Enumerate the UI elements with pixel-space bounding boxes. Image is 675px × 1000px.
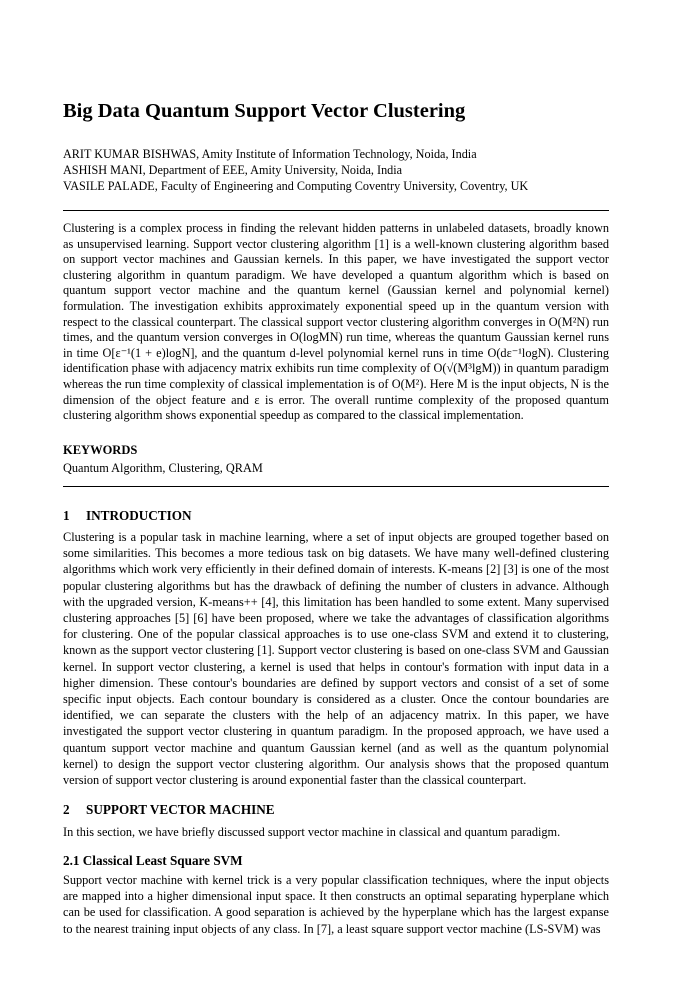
introduction-paragraph: Clustering is a popular task in machine learning, where a set of input objects are grouped together based on some similarities. This becomes a more tedious task on big datasets. We have many well-defined clustering algorithms which work very efficiently in their defined domain of interests. K-means [2] [3] is one of the most popular clustering algorithms but has the drawback of defining the number of clusters in advance. Although with the upgraded version, K-means++ [4], this limitation has been handled to some extent. Many supervised clustering approaches [5] [6] have been proposed, where we take the advantages of classification algorithms for clustering. One of the popular classical approaches is to use one-class SVM and extend it to clustering, known as the support vector clustering [1]. Support vector clustering is based on one-class SVM and Gaussian kernel. In support vector clustering, a kernel is used that helps in contour's formation with input data in a higher dimension. These contour's boundaries are defined by support vectors and consist of a set of some specific input objects. Each contour boundary is considered as a cluster. Once the contour boundaries are identified, we can separate the clusters with the help of an adjacency matrix. In this paper, we have investigated the support vector clustering in quantum paradigm. In the proposed approach, we have used a quantum support vector machine and quantum Gaussian kernel (and as well as the quantum polynomial kernel) to design the support vector clustering algorithm. Our analysis shows that the proposed quantum version of support vector clustering is around exponential faster than the classical counterpart. — [63, 530, 609, 788]
author-list — [63, 146, 528, 194]
section-number: 1 — [63, 508, 70, 523]
section-heading — [63, 802, 275, 818]
section-paragraph: In this section, we have briefly discussed support vector machine in classical and quantum paradigm. — [63, 825, 561, 839]
section-number: 2 — [63, 802, 70, 817]
keywords-text: Quantum Algorithm, Clustering, QRAM — [63, 461, 263, 475]
subsection-paragraph: Support vector machine with kernel trick is a very popular classification techniques, where the input objects are mapped into a higher dimensional input space. It then constructs an optimal separating hyperplane which can be used for classification. A good separation is achieved by the hyperplane which has the largest expanse to the nearest training input objects of any class. In [7], a least square support vector machine (LS-SVM) was — [63, 873, 609, 936]
keywords-bottom-rule — [63, 486, 609, 487]
keywords-heading: KEYWORDS — [63, 443, 138, 457]
paper-title: Big Data Quantum Support Vector Clustering — [63, 100, 466, 122]
author-line: VASILE PALADE, Faculty of Engineering and Computing Coventry University, Coventry, UK — [63, 179, 529, 193]
author-line: ARIT KUMAR BISHWAS, Amity Institute of Information Technology, Noida, India — [63, 147, 477, 161]
author-line: ASHISH MANI, Department of EEE, Amity University, Noida, India — [63, 163, 403, 177]
section-title: SUPPORT VECTOR MACHINE — [86, 802, 275, 817]
abstract-top-rule — [63, 210, 609, 211]
abstract-text: Clustering is a complex process in finding the relevant hidden patterns in unlabeled datasets, broadly known as unsupervised learning. Support vector clustering algorithm [1] is a well-known clustering algorithm based on support vector machines and Gaussian kernels. In this paper, we have investigated the support vector clustering algorithm in quantum paradigm. We have developed a quantum algorithm which is based on quantum support vector machine and the quantum kernel (Gaussian kernel and polynomial kernel) formulation. The investigation exhibits approximately exponential speed up in the quantum version with respect to the classical counterpart. The classical support vector clustering algorithm converges in O(M²N) run times, and the quantum version converges in O(logMN) run time, whereas the quantum Gaussian kernel runs in time O[ε⁻¹(1 + e)logN], and the quantum d-level polynomial kernel runs in time O(dε⁻¹logN). Clustering identification phase with adjacency matrix exhibits run time complexity of O(√(M³lgM)) in quantum paradigm whereas the run time complexity of classical implementation is of O(M²). Here M is the input objects, N is the dimension of the object feature and ε is error. The overall runtime complexity of the proposed quantum clustering algorithm shows exponential speedup as compared to the classical implementation. — [63, 221, 609, 423]
section-heading — [63, 508, 192, 524]
subsection-heading: 2.1 Classical Least Square SVM — [63, 853, 243, 868]
section-title: INTRODUCTION — [86, 508, 192, 523]
